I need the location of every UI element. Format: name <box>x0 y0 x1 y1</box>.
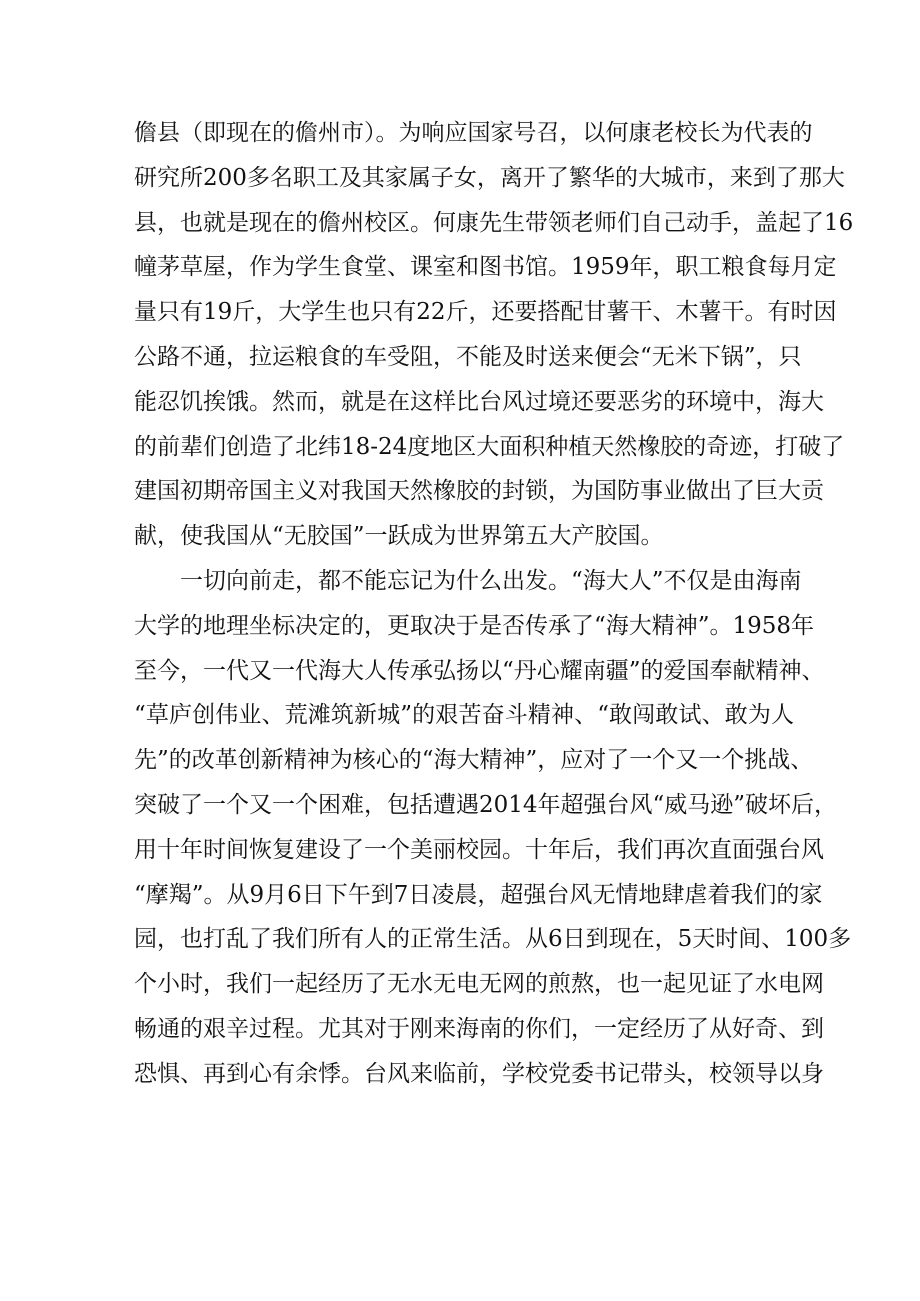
text-line: 大学的地理坐标决定的，更取决于是否传承了“海大精神”。1958年 <box>134 612 815 639</box>
text-line: 突破了一个又一个困难，包括遭遇2014年超强台风“威马逊”破坏后， <box>134 791 838 818</box>
text-line: 幢茅草屋，作为学生食堂、课室和图书馆。1959年，职工粮食每月定 <box>134 254 837 281</box>
text-line: 量只有19斤，大学生也只有22斤，还要搭配甘薯干、木薯干。有时因 <box>134 299 837 326</box>
text-line: 个小时，我们一起经历了无水无电无网的煎熬，也一起见证了水电网 <box>134 971 824 998</box>
text-line: 公路不通，拉运粮食的车受阻，不能及时送来便会“无米下锅”，只 <box>134 343 802 370</box>
text-line: 建国初期帝国主义对我国天然橡胶的封锁，为国防事业做出了巨大贡 <box>134 478 824 505</box>
text-line: 县，也就是现在的儋州校区。何康先生带领老师们自己动手，盖起了16 <box>134 209 854 236</box>
text-line: 的前辈们创造了北纬18-24度地区大面积种植天然橡胶的奇迹，打破了 <box>134 433 845 460</box>
text-line: 恐惧、再到心有余悸。台风来临前，学校党委书记带头，校领导以身 <box>134 1060 824 1087</box>
paragraph-2 <box>134 559 852 1097</box>
text-line: 用十年时间恢复建设了一个美丽校园。十年后，我们再次直面强台风 <box>134 836 824 863</box>
text-line: 儋县（即现在的儋州市）。为响应国家号召，以何康老校长为代表的 <box>134 120 813 146</box>
text-line: “草庐创伟业、荒滩筑新城”的艰苦奋斗精神、“敢闯敢试、敢为人 <box>134 702 794 729</box>
text-line: 研究所200多名职工及其家属子女，离开了繁华的大城市，来到了那大 <box>134 164 845 191</box>
text-line: 畅通的艰辛过程。尤其对于刚来海南的你们，一定经历了从好奇、到 <box>134 1015 824 1042</box>
text-line: 先”的改革创新精神为核心的“海大精神”，应对了一个又一个挑战、 <box>134 747 814 774</box>
text-line: 至今，一代又一代海大人传承弘扬以“丹心耀南疆”的爱国奉献精神、 <box>134 657 825 684</box>
text-line: 园，也打乱了我们所有人的正常生活。从6日到现在，5天时间、100多 <box>134 926 852 953</box>
text-line: 能忍饥挨饿。然而，就是在这样比台风过境还要恶劣的环境中，海大 <box>134 388 824 415</box>
text-line: “摩羯”。从9月6日下午到7日凌晨，超强台风无情地肆虐着我们的家 <box>134 881 823 908</box>
paragraph-1 <box>134 111 854 559</box>
body-text <box>134 111 854 1097</box>
text-line: 一切向前走，都不能忘记为什么出发。“海大人”不仅是由海南 <box>180 567 802 594</box>
text-line: 献，使我国从“无胶国”一跃成为世界第五大产胶国。 <box>134 523 664 550</box>
